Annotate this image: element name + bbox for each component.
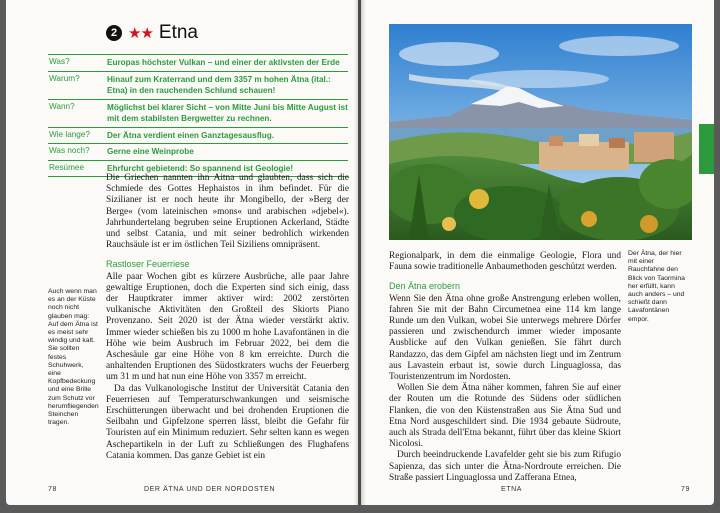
- quick-fact-row: [48, 128, 348, 145]
- intro-paragraph: Die Griechen nannten ihn Aitna und glaubten, dass sich die Schmiede des Gottes Hephaistos in ihm befindet. Für die Sizilianer ist er noch heute ihr Mongibello, der »Berg der Berge« (vom lateinischen »mons« und arabischen »djebel«). Jahrhundertelang begruben seine Eruptionen Ackerland, Städte und selbst Catania, und mit seiner bedrohlich wirkenden Rauchsäule ist er im östlichen Teil Siziliens omnipräsent.: [106, 173, 349, 251]
- quick-fact-answer: Europas höchster Vulkan – und einer der aktivsten der Erde: [107, 58, 340, 67]
- chapter-heading: [106, 22, 198, 44]
- main-column: [389, 251, 621, 484]
- left-page: [6, 0, 358, 505]
- right-page: [361, 0, 714, 505]
- body-paragraph: Alle paar Wochen gibt es kürzere Ausbrüche, alle paar Jahre gewaltige Eruptionen, doch die Experten sind sich einig, dass der Hauptkrater immer aktiver wird: 2002 zerstörten vulkanische Aktivitäten den Großteil des Skiorts Piano Provenzano. Seit 2020 ist der Ätna wieder verstärkt aktiv. Immer wieder schießen bis zu 1000 m hohe Lavafontänen in die Höhe wie beim Ausbruch im Februar 2022, bei dem die Aschesäule gar eine Höhe von 8 km erreichte. Durch die anhaltenden Eruptionen des Südostkraters wuchs der Feuerberg um 31 m und hat nun eine Höhe von 3357 m erreicht.: [106, 271, 349, 383]
- book-gutter: [354, 0, 366, 505]
- quick-fact-row: [48, 54, 348, 72]
- margin-note: Auch wenn man es an der Küste noch nicht glauben mag: Auf dem Ätna ist es meist sehr windig und kalt. Sie sollten festes Schuhwerk, eine Kopfbedeckung und eine Brille zum Schutz vor herumfliegenden Steinchen tragen.: [48, 288, 99, 427]
- quick-fact-answer: Der Ätna verdient einen Ganztagesausflug.: [107, 130, 274, 140]
- quick-fact-question: Wie lange?: [49, 129, 90, 139]
- quick-fact-answer: Hinauf zum Kraterrand und dem 3357 m hohen Ätna (ital.: Etna) in den rauchenden Schlund schauen!: [107, 74, 331, 95]
- photo-caption: Der Ätna, der hier mit einer Rauchfahne den Blick von Taormina her erfüllt, kann auch anders – und schießt dann Lavafontänen empor.: [628, 250, 685, 323]
- quick-fact-question: Wann?: [49, 101, 75, 111]
- book-spread: [6, 0, 714, 508]
- quick-fact-row: [48, 72, 348, 100]
- page-number: 78: [48, 486, 57, 493]
- quick-fact-answer: Gerne eine Weinprobe: [107, 147, 194, 156]
- number-badge: 2: [106, 25, 122, 41]
- quick-fact-answer: Möglichst bei klarer Sicht – von Mitte Juni bis Mitte August ist mit dem stabilsten Bergwetter zu rechnen.: [107, 102, 348, 123]
- running-head: DER ÄTNA UND DER NORDOSTEN: [144, 486, 276, 493]
- quick-fact-row: [48, 144, 348, 161]
- quick-fact-answer: Ehrfurcht gebietend: So spannend ist Geologie!: [107, 163, 294, 173]
- quick-fact-question: Resümee: [49, 162, 85, 172]
- quick-fact-question: Warum?: [49, 73, 80, 83]
- quick-fact-question: Was?: [49, 57, 70, 66]
- page-number: 79: [681, 486, 690, 493]
- etna-photo: [389, 24, 692, 240]
- body-paragraph: Durch beeindruckende Lavafelder geht sie bis zum Rifugio Sapienza, das sich unter die Ätna-Nordroute erreichen. Die Straße passiert Linguaglossa und Zafferana Etnea,: [389, 450, 621, 483]
- body-paragraph: Regionalpark, in dem die einmalige Geologie, Flora und Fauna sowie traditionelle Anbaumethoden geschützt werden.: [389, 251, 621, 273]
- body-paragraph: Da das Vulkanologische Institut der Universität Catania den Feuerriesen auf Temperaturschwankungen und seismische Erschütterungen überwacht und bei drohenden Eruptionen die Seilbahn und Gipfelzone sperren lässt, bleibt die Gefahr für Touristen auf ein Minimum reduziert. Sehr selten kann es wegen Aschepartikeln in der Luft zu Schließungen des Flughafens Catania kommen. Das ganze Gebiet ist ein: [106, 383, 349, 461]
- quick-fact-row: [48, 100, 348, 128]
- main-column: [106, 173, 349, 462]
- rating-stars: ★★: [128, 24, 153, 42]
- section-subhead: Rastloser Feuerriese: [106, 259, 190, 270]
- body-paragraph: Wollen Sie dem Ätna näher kommen, fahren Sie auf einer der Routen um die Rotunde des Südens oder südlichen Flanken, die von den Küstenstraßen aus Sie Ätna Sud und Etna Nord ausgeschildert sind. Die 1934 gebaute Südroute, auch als Strada dell'Etna bekannt, führt über das kleine Skiort Nicolosi.: [389, 383, 621, 450]
- quick-facts-table: [48, 54, 348, 177]
- chapter-tab: [699, 124, 714, 174]
- running-head: ETNA: [501, 486, 523, 493]
- section-subhead: Den Ätna erobern: [389, 281, 461, 292]
- quick-fact-question: Was noch?: [49, 146, 90, 155]
- body-paragraph: Wenn Sie den Ätna ohne große Anstrengung erleben wollen, fahren Sie mit der Bahn Circumetnea eine 114 km lange Runde um den Vulkan, wobei Sie unterwegs mehrere Dörfer passieren und zwischendurch immer wieder imposante Ausblicke auf den Vulkan genießen. Sie fährt durch Randazzo, das dem Gipfel am nächsten liegt und im Zentrum aus Lavastein erbaut ist, sowie durch Linguaglossa, das Touristenzentrum im Nordosten.: [389, 293, 621, 383]
- page-title: Etna: [158, 22, 198, 43]
